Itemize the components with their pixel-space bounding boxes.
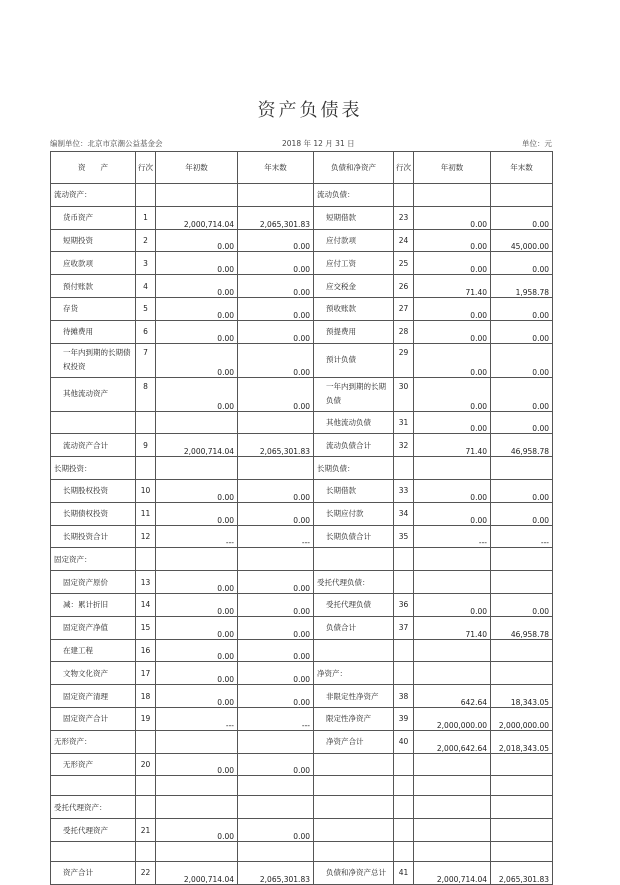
liability-line-number bbox=[394, 796, 414, 819]
table-row bbox=[51, 457, 553, 480]
liability-item-name: 一年内到期的长期负债 bbox=[314, 377, 394, 411]
liability-ending-balance: --- bbox=[491, 525, 553, 548]
asset-line-number bbox=[136, 548, 156, 571]
liability-ending-balance bbox=[491, 662, 553, 685]
asset-line-number bbox=[136, 796, 156, 819]
asset-item-name: 无形资产： bbox=[51, 730, 136, 753]
asset-item-name: 文物文化资产 bbox=[51, 662, 136, 685]
liability-ending-balance: 45,000.00 bbox=[491, 229, 553, 252]
header-begin: 年初数 bbox=[156, 152, 238, 184]
liability-line-number: 38 bbox=[394, 685, 414, 708]
liability-item-name: 负债和净资产总计 bbox=[314, 861, 394, 884]
table-row bbox=[51, 275, 553, 298]
asset-item-name bbox=[51, 411, 136, 434]
asset-beginning-balance: 0.00 bbox=[156, 343, 238, 377]
liability-ending-balance: 0.00 bbox=[491, 593, 553, 616]
liability-item-name: 长期负债合计 bbox=[314, 525, 394, 548]
asset-beginning-balance: 0.00 bbox=[156, 819, 238, 842]
asset-ending-balance bbox=[238, 457, 314, 480]
liability-ending-balance: 0.00 bbox=[491, 377, 553, 411]
table-row bbox=[51, 593, 553, 616]
liability-beginning-balance: 0.00 bbox=[414, 479, 491, 502]
asset-item-name: 固定资产： bbox=[51, 548, 136, 571]
liability-line-number bbox=[394, 776, 414, 796]
table-row bbox=[51, 685, 553, 708]
asset-ending-balance: 0.00 bbox=[238, 343, 314, 377]
asset-ending-balance: 0.00 bbox=[238, 639, 314, 662]
liability-ending-balance bbox=[491, 457, 553, 480]
asset-line-number: 22 bbox=[136, 861, 156, 884]
liability-line-number bbox=[394, 841, 414, 861]
liability-ending-balance: 2,000,000.00 bbox=[491, 707, 553, 730]
liability-beginning-balance: 642.64 bbox=[414, 685, 491, 708]
asset-line-number: 19 bbox=[136, 707, 156, 730]
liability-item-name: 流动负债合计 bbox=[314, 434, 394, 457]
asset-beginning-balance bbox=[156, 548, 238, 571]
asset-line-number bbox=[136, 184, 156, 207]
liability-ending-balance bbox=[491, 639, 553, 662]
liability-line-number: 41 bbox=[394, 861, 414, 884]
liability-ending-balance bbox=[491, 776, 553, 796]
asset-beginning-balance: 0.00 bbox=[156, 662, 238, 685]
table-row bbox=[51, 730, 553, 753]
asset-ending-balance: 2,065,301.83 bbox=[238, 861, 314, 884]
liability-item-name: 其他流动负债 bbox=[314, 411, 394, 434]
liability-ending-balance bbox=[491, 184, 553, 207]
liability-item-name: 应付款项 bbox=[314, 229, 394, 252]
liability-line-number: 24 bbox=[394, 229, 414, 252]
liability-line-number: 25 bbox=[394, 252, 414, 275]
asset-beginning-balance: --- bbox=[156, 525, 238, 548]
liability-item-name bbox=[314, 639, 394, 662]
asset-ending-balance: 0.00 bbox=[238, 377, 314, 411]
table-row bbox=[51, 479, 553, 502]
asset-ending-balance: 0.00 bbox=[238, 252, 314, 275]
liability-ending-balance: 2,065,301.83 bbox=[491, 861, 553, 884]
asset-item-name: 固定资产合计 bbox=[51, 707, 136, 730]
liability-ending-balance: 2,018,343.05 bbox=[491, 730, 553, 753]
asset-ending-balance: 0.00 bbox=[238, 819, 314, 842]
table-body bbox=[51, 184, 553, 885]
liability-line-number: 29 bbox=[394, 343, 414, 377]
asset-beginning-balance: 0.00 bbox=[156, 753, 238, 776]
asset-item-name: 待摊费用 bbox=[51, 320, 136, 343]
table-row bbox=[51, 861, 553, 884]
liability-beginning-balance: 0.00 bbox=[414, 252, 491, 275]
liability-ending-balance bbox=[491, 841, 553, 861]
asset-line-number: 15 bbox=[136, 616, 156, 639]
table-row bbox=[51, 819, 553, 842]
liability-beginning-balance bbox=[414, 662, 491, 685]
asset-item-name: 固定资产原价 bbox=[51, 571, 136, 594]
table-row bbox=[51, 753, 553, 776]
liability-line-number: 27 bbox=[394, 297, 414, 320]
asset-line-number: 2 bbox=[136, 229, 156, 252]
asset-line-number bbox=[136, 730, 156, 753]
liability-line-number bbox=[394, 548, 414, 571]
asset-ending-balance: 0.00 bbox=[238, 662, 314, 685]
liability-item-name bbox=[314, 796, 394, 819]
liability-line-number: 32 bbox=[394, 434, 414, 457]
asset-line-number: 14 bbox=[136, 593, 156, 616]
asset-item-name bbox=[51, 776, 136, 796]
liability-item-name bbox=[314, 776, 394, 796]
document-header bbox=[50, 138, 552, 152]
asset-ending-balance: --- bbox=[238, 707, 314, 730]
asset-item-name: 短期投资 bbox=[51, 229, 136, 252]
asset-ending-balance: 2,065,301.83 bbox=[238, 434, 314, 457]
asset-beginning-balance: 2,000,714.04 bbox=[156, 434, 238, 457]
liability-line-number: 37 bbox=[394, 616, 414, 639]
liability-ending-balance: 1,958.78 bbox=[491, 275, 553, 298]
asset-beginning-balance bbox=[156, 457, 238, 480]
table-row bbox=[51, 796, 553, 819]
liability-item-name: 应交税金 bbox=[314, 275, 394, 298]
liability-line-number bbox=[394, 819, 414, 842]
asset-beginning-balance: 0.00 bbox=[156, 616, 238, 639]
liability-item-name bbox=[314, 548, 394, 571]
asset-beginning-balance: 0.00 bbox=[156, 229, 238, 252]
table-header-row bbox=[51, 152, 553, 184]
asset-beginning-balance bbox=[156, 841, 238, 861]
asset-ending-balance: 0.00 bbox=[238, 320, 314, 343]
liability-line-number: 34 bbox=[394, 502, 414, 525]
asset-line-number bbox=[136, 457, 156, 480]
asset-line-number bbox=[136, 841, 156, 861]
liability-ending-balance bbox=[491, 796, 553, 819]
table-row bbox=[51, 206, 553, 229]
liability-line-number bbox=[394, 571, 414, 594]
liability-item-name: 长期应付款 bbox=[314, 502, 394, 525]
asset-line-number: 11 bbox=[136, 502, 156, 525]
asset-ending-balance bbox=[238, 411, 314, 434]
liability-beginning-balance: 0.00 bbox=[414, 206, 491, 229]
liability-beginning-balance: 71.40 bbox=[414, 434, 491, 457]
liability-line-number: 36 bbox=[394, 593, 414, 616]
asset-ending-balance: 0.00 bbox=[238, 229, 314, 252]
header-begin-2: 年初数 bbox=[414, 152, 491, 184]
liability-beginning-balance: 0.00 bbox=[414, 297, 491, 320]
liability-beginning-balance: 0.00 bbox=[414, 411, 491, 434]
liability-beginning-balance: 71.40 bbox=[414, 275, 491, 298]
header-end-2: 年末数 bbox=[491, 152, 553, 184]
liability-beginning-balance: 0.00 bbox=[414, 229, 491, 252]
asset-line-number: 20 bbox=[136, 753, 156, 776]
liability-beginning-balance bbox=[414, 571, 491, 594]
header-line-no: 行次 bbox=[136, 152, 156, 184]
asset-beginning-balance bbox=[156, 730, 238, 753]
asset-ending-balance bbox=[238, 548, 314, 571]
liability-item-name: 净资产合计 bbox=[314, 730, 394, 753]
asset-beginning-balance: 2,000,714.04 bbox=[156, 861, 238, 884]
asset-line-number: 18 bbox=[136, 685, 156, 708]
asset-beginning-balance: 0.00 bbox=[156, 252, 238, 275]
liability-item-name: 应付工资 bbox=[314, 252, 394, 275]
report-date: 2018 年 12 月 31 日 bbox=[282, 139, 355, 148]
liability-line-number: 40 bbox=[394, 730, 414, 753]
table-row bbox=[51, 320, 553, 343]
asset-item-name: 货币资产 bbox=[51, 206, 136, 229]
asset-line-number: 8 bbox=[136, 377, 156, 411]
asset-ending-balance: 0.00 bbox=[238, 616, 314, 639]
table-row bbox=[51, 639, 553, 662]
table-row bbox=[51, 229, 553, 252]
liability-line-number: 28 bbox=[394, 320, 414, 343]
liability-item-name: 流动负债： bbox=[314, 184, 394, 207]
liability-item-name: 预计负债 bbox=[314, 343, 394, 377]
liability-item-name: 限定性净资产 bbox=[314, 707, 394, 730]
table-row bbox=[51, 548, 553, 571]
liability-beginning-balance: 0.00 bbox=[414, 343, 491, 377]
table-row bbox=[51, 377, 553, 411]
currency-unit: 单位：元 bbox=[522, 139, 552, 148]
liability-item-name: 受托代理负债： bbox=[314, 571, 394, 594]
asset-beginning-balance: 0.00 bbox=[156, 479, 238, 502]
asset-item-name: 长期投资： bbox=[51, 457, 136, 480]
liability-beginning-balance bbox=[414, 819, 491, 842]
liability-item-name: 非限定性净资产 bbox=[314, 685, 394, 708]
asset-line-number: 16 bbox=[136, 639, 156, 662]
liability-ending-balance bbox=[491, 753, 553, 776]
table-row bbox=[51, 571, 553, 594]
liability-beginning-balance: --- bbox=[414, 525, 491, 548]
asset-item-name: 资产合计 bbox=[51, 861, 136, 884]
asset-item-name: 长期股权投资 bbox=[51, 479, 136, 502]
liability-line-number: 31 bbox=[394, 411, 414, 434]
asset-item-name: 无形资产 bbox=[51, 753, 136, 776]
liability-beginning-balance: 0.00 bbox=[414, 502, 491, 525]
asset-line-number bbox=[136, 411, 156, 434]
asset-item-name: 减：累计折旧 bbox=[51, 593, 136, 616]
asset-beginning-balance: 0.00 bbox=[156, 685, 238, 708]
table-row bbox=[51, 252, 553, 275]
document-title: 资产负债表 bbox=[257, 100, 363, 121]
asset-item-name: 存货 bbox=[51, 297, 136, 320]
liability-item-name bbox=[314, 753, 394, 776]
asset-ending-balance: 0.00 bbox=[238, 571, 314, 594]
table-row bbox=[51, 434, 553, 457]
table-row bbox=[51, 343, 553, 377]
liability-ending-balance: 18,343.05 bbox=[491, 685, 553, 708]
asset-item-name: 受托代理资产： bbox=[51, 796, 136, 819]
liability-beginning-balance: 0.00 bbox=[414, 377, 491, 411]
header-end: 年末数 bbox=[238, 152, 314, 184]
liability-ending-balance bbox=[491, 548, 553, 571]
liability-line-number bbox=[394, 639, 414, 662]
asset-ending-balance: 0.00 bbox=[238, 685, 314, 708]
asset-ending-balance bbox=[238, 841, 314, 861]
asset-line-number: 12 bbox=[136, 525, 156, 548]
liability-beginning-balance bbox=[414, 548, 491, 571]
asset-item-name: 其他流动资产 bbox=[51, 377, 136, 411]
asset-item-name: 一年内到期的长期债权投资 bbox=[51, 343, 136, 377]
table-row bbox=[51, 616, 553, 639]
liability-ending-balance: 0.00 bbox=[491, 320, 553, 343]
liability-ending-balance bbox=[491, 571, 553, 594]
asset-beginning-balance: 0.00 bbox=[156, 275, 238, 298]
table-row bbox=[51, 502, 553, 525]
asset-ending-balance bbox=[238, 184, 314, 207]
asset-item-name: 长期投资合计 bbox=[51, 525, 136, 548]
asset-item-name: 在建工程 bbox=[51, 639, 136, 662]
liability-line-number bbox=[394, 457, 414, 480]
asset-beginning-balance: 0.00 bbox=[156, 502, 238, 525]
asset-ending-balance: --- bbox=[238, 525, 314, 548]
liability-item-name: 预收账款 bbox=[314, 297, 394, 320]
asset-line-number: 4 bbox=[136, 275, 156, 298]
liability-ending-balance: 0.00 bbox=[491, 479, 553, 502]
liability-ending-balance: 0.00 bbox=[491, 411, 553, 434]
liability-item-name: 预提费用 bbox=[314, 320, 394, 343]
asset-ending-balance: 0.00 bbox=[238, 593, 314, 616]
liability-beginning-balance: 2,000,642.64 bbox=[414, 730, 491, 753]
liability-ending-balance: 46,958.78 bbox=[491, 616, 553, 639]
reporting-unit: 编制单位：北京市京潮公益基金会 bbox=[50, 139, 163, 148]
asset-line-number: 3 bbox=[136, 252, 156, 275]
table-row bbox=[51, 184, 553, 207]
liability-beginning-balance bbox=[414, 776, 491, 796]
asset-beginning-balance bbox=[156, 411, 238, 434]
asset-line-number: 1 bbox=[136, 206, 156, 229]
asset-ending-balance: 0.00 bbox=[238, 275, 314, 298]
liability-beginning-balance bbox=[414, 639, 491, 662]
table-row bbox=[51, 525, 553, 548]
table-row bbox=[51, 707, 553, 730]
asset-item-name: 流动资产合计 bbox=[51, 434, 136, 457]
asset-item-name: 固定资产清理 bbox=[51, 685, 136, 708]
liability-item-name bbox=[314, 819, 394, 842]
asset-beginning-balance: 0.00 bbox=[156, 297, 238, 320]
asset-line-number bbox=[136, 776, 156, 796]
asset-line-number: 9 bbox=[136, 434, 156, 457]
liability-line-number: 30 bbox=[394, 377, 414, 411]
asset-item-name: 受托代理资产 bbox=[51, 819, 136, 842]
liability-ending-balance: 0.00 bbox=[491, 343, 553, 377]
liability-beginning-balance bbox=[414, 184, 491, 207]
balance-sheet-table bbox=[50, 151, 553, 885]
liability-item-name: 长期负债： bbox=[314, 457, 394, 480]
asset-item-name: 应收款项 bbox=[51, 252, 136, 275]
table-row bbox=[51, 841, 553, 861]
asset-line-number: 13 bbox=[136, 571, 156, 594]
asset-line-number: 21 bbox=[136, 819, 156, 842]
asset-beginning-balance: --- bbox=[156, 707, 238, 730]
asset-line-number: 17 bbox=[136, 662, 156, 685]
table-row bbox=[51, 776, 553, 796]
liability-ending-balance bbox=[491, 819, 553, 842]
liability-line-number: 39 bbox=[394, 707, 414, 730]
asset-beginning-balance: 0.00 bbox=[156, 639, 238, 662]
liability-beginning-balance: 2,000,714.04 bbox=[414, 861, 491, 884]
asset-beginning-balance: 2,000,714.04 bbox=[156, 206, 238, 229]
asset-ending-balance bbox=[238, 776, 314, 796]
asset-item-name: 长期债权投资 bbox=[51, 502, 136, 525]
header-liabilities: 负债和净资产 bbox=[314, 152, 394, 184]
liability-line-number: 35 bbox=[394, 525, 414, 548]
liability-line-number: 33 bbox=[394, 479, 414, 502]
liability-beginning-balance: 0.00 bbox=[414, 320, 491, 343]
liability-item-name: 负债合计 bbox=[314, 616, 394, 639]
asset-beginning-balance: 0.00 bbox=[156, 571, 238, 594]
liability-beginning-balance bbox=[414, 753, 491, 776]
asset-line-number: 7 bbox=[136, 343, 156, 377]
asset-ending-balance bbox=[238, 730, 314, 753]
asset-beginning-balance: 0.00 bbox=[156, 593, 238, 616]
asset-item-name: 预付账款 bbox=[51, 275, 136, 298]
asset-line-number: 5 bbox=[136, 297, 156, 320]
asset-line-number: 6 bbox=[136, 320, 156, 343]
asset-ending-balance: 0.00 bbox=[238, 479, 314, 502]
liability-ending-balance: 46,958.78 bbox=[491, 434, 553, 457]
asset-item-name: 流动资产： bbox=[51, 184, 136, 207]
liability-beginning-balance bbox=[414, 796, 491, 819]
asset-beginning-balance: 0.00 bbox=[156, 320, 238, 343]
liability-line-number bbox=[394, 753, 414, 776]
asset-ending-balance: 0.00 bbox=[238, 297, 314, 320]
asset-beginning-balance: 0.00 bbox=[156, 377, 238, 411]
asset-ending-balance: 0.00 bbox=[238, 502, 314, 525]
liability-beginning-balance bbox=[414, 841, 491, 861]
liability-ending-balance: 0.00 bbox=[491, 502, 553, 525]
liability-beginning-balance: 71.40 bbox=[414, 616, 491, 639]
asset-ending-balance: 0.00 bbox=[238, 753, 314, 776]
table-row bbox=[51, 411, 553, 434]
liability-line-number bbox=[394, 184, 414, 207]
asset-ending-balance: 2,065,301.83 bbox=[238, 206, 314, 229]
asset-ending-balance bbox=[238, 796, 314, 819]
liability-line-number bbox=[394, 662, 414, 685]
asset-item-name: 固定资产净值 bbox=[51, 616, 136, 639]
liability-beginning-balance: 2,000,000.00 bbox=[414, 707, 491, 730]
liability-beginning-balance bbox=[414, 457, 491, 480]
table-row bbox=[51, 297, 553, 320]
liability-ending-balance: 0.00 bbox=[491, 297, 553, 320]
liability-line-number: 23 bbox=[394, 206, 414, 229]
asset-beginning-balance bbox=[156, 776, 238, 796]
asset-line-number: 10 bbox=[136, 479, 156, 502]
liability-ending-balance: 0.00 bbox=[491, 206, 553, 229]
liability-item-name: 短期借款 bbox=[314, 206, 394, 229]
table-row bbox=[51, 662, 553, 685]
header-line-no-2: 行次 bbox=[394, 152, 414, 184]
liability-item-name: 受托代理负债 bbox=[314, 593, 394, 616]
asset-beginning-balance bbox=[156, 796, 238, 819]
asset-beginning-balance bbox=[156, 184, 238, 207]
liability-ending-balance: 0.00 bbox=[491, 252, 553, 275]
header-assets: 资 产 bbox=[51, 152, 136, 184]
liability-item-name: 净资产： bbox=[314, 662, 394, 685]
liability-item-name: 长期借款 bbox=[314, 479, 394, 502]
liability-line-number: 26 bbox=[394, 275, 414, 298]
liability-item-name bbox=[314, 841, 394, 861]
asset-item-name bbox=[51, 841, 136, 861]
liability-beginning-balance: 0.00 bbox=[414, 593, 491, 616]
